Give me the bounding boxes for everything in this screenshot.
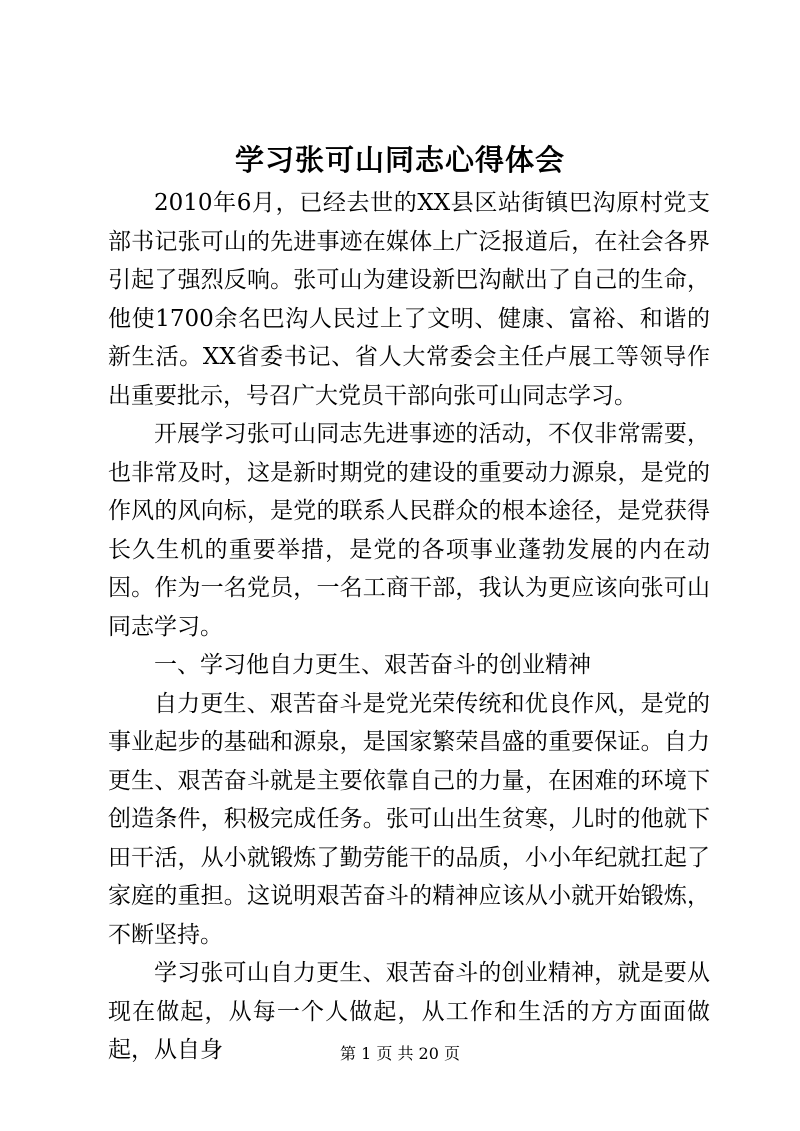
document-body (108, 184, 710, 1070)
paragraph-intro: 2010年6月，已经去世的XX县区站街镇巴沟原村党支部书记张可山的先进事迹在媒体上广泛报道后，在社会各界引起了强烈反响。张可山为建设新巴沟献出了自己的生命，他使1700余名巴沟人民过上了文明、健康、富裕、和谐的新生活。XX省委书记、省人大常委会主任卢展工等领导作出重要批示，号召广大党员干部向张可山同志学习。 (108, 190, 710, 409)
paragraph-self-reliance: 自力更生、艰苦奋斗是党光荣传统和优良作风，是党的事业起步的基础和源泉，是国家繁荣昌盛的重要保证。自力更生、艰苦奋斗就是主要依靠自己的力量，在困难的环境下创造条件，积极完成任务。张可山出生贫寒，儿时的他就下田干活，从小就锻炼了勤劳能干的品质，小小年纪就扛起了家庭的重担。这说明艰苦奋斗的精神应该从小就开始锻炼，不断坚持。 (108, 690, 710, 948)
document-title: 学习张可山同志心得体会 (234, 143, 565, 177)
page-footer: 第 1 页 共 20 页 (340, 1044, 460, 1063)
paragraph-significance: 开展学习张可山同志先进事迹的活动，不仅非常需要，也非常及时，这是新时期党的建设的重要动力源泉，是党的作风的风向标，是党的联系人民群众的根本途径，是党获得长久生机的重要举措，是党的各项事业蓬勃发展的内在动因。作为一名党员，一名工商干部，我认为更应该向张可山同志学习。 (108, 421, 710, 640)
paragraph-learning: 学习张可山自力更生、艰苦奋斗的创业精神，就是要从现在做起，从每一个人做起，从工作和生活的方方面面做起，从自身 (108, 960, 710, 1063)
section-heading-1: 一、学习他自力更生、艰苦奋斗的创业精神 (154, 652, 591, 678)
